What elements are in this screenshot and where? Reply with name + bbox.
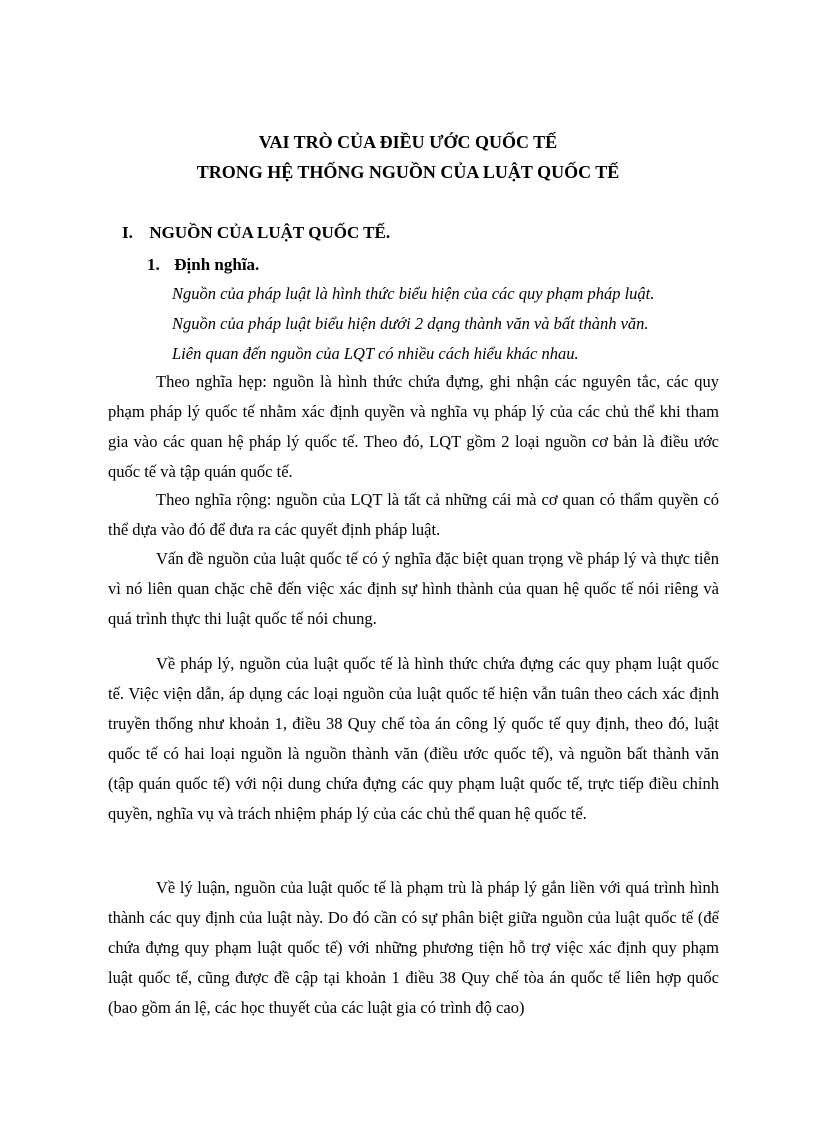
section-title: NGUỒN CỦA LUẬT QUỐC TẾ. — [149, 223, 391, 242]
subsection-number: 1. — [147, 255, 160, 274]
paragraph-importance: Vấn đề nguồn của luật quốc tế có ý nghĩa đặc biệt quan trọng về pháp lý và thực tiễn vì nó liên quan chặc chẽ đến việc xác định sự hình thành của quan hệ quốc tế nói riêng và quá trình thực thi luật quốc tế nói chung. — [108, 549, 719, 628]
paragraph-theory: Về lý luận, nguồn của luật quốc tế là phạm trù là pháp lý gắn liền với quá trình hình thành các quy định của luật này. Do đó cần có sự phân biệt giữa nguồn của luật quốc tế (để chứa đựng quy phạm luật quốc tế) với những phương tiện hỗ trợ việc xác định quy phạm luật quốc tế, cũng được đề cập tại khoản 1 điều 38 Quy chế tòa án quốc tế liên hợp quốc (bao gồm án lệ, các học thuyết của các luật gia có trình độ cao) — [108, 878, 719, 1017]
subsection-heading — [147, 254, 259, 276]
section-number: I. — [122, 223, 133, 242]
title-line-1: VAI TRÒ CỦA ĐIỀU ƯỚC QUỐC TẾ — [258, 132, 558, 152]
section-heading — [122, 222, 390, 244]
title-line-2: TRONG HỆ THỐNG NGUỒN CỦA LUẬT QUỐC TẾ — [196, 162, 620, 182]
definition-line: Nguồn của pháp luật là hình thức biểu hiện của các quy phạm pháp luật. — [172, 284, 655, 303]
paragraph-narrow-sense: Theo nghĩa hẹp: nguồn là hình thức chứa đựng, ghi nhận các nguyên tắc, các quy phạm pháp lý quốc tế nhằm xác định quyền và nghĩa vụ pháp lý của các chủ thể khi tham gia vào các quan hệ pháp lý quốc tế. Theo đó, LQT gồm 2 loại nguồn cơ bản là điều ước quốc tế và tập quán quốc tế. — [108, 372, 719, 481]
paragraph-legal: Về pháp lý, nguồn của luật quốc tế là hình thức chứa đựng các quy phạm luật quốc tế. Việc viện dẫn, áp dụng các loại nguồn của luật quốc tế hiện vẫn tuân theo cách xác định truyền thống như khoản 1, điều 38 Quy chế tòa án công lý quốc tế quy định, theo đó, luật quốc tế có hai loại nguồn là nguồn thành văn (điều ước quốc tế), và nguồn bất thành văn (tập quán quốc tế) với nội dung chứa đựng các quy phạm luật quốc tế, trực tiếp điều chỉnh quyền, nghĩa vụ và trách nhiệm pháp lý của các chủ thể quan hệ quốc tế. — [108, 654, 719, 823]
definition-line: Nguồn của pháp luật biểu hiện dưới 2 dạng thành văn và bất thành văn. — [172, 314, 649, 333]
paragraph-broad-sense: Theo nghĩa rộng: nguồn của LQT là tất cả những cái mà cơ quan có thẩm quyền có thể dựa vào đó để đưa ra các quyết định pháp luật. — [108, 490, 719, 539]
subsection-title: Định nghĩa. — [174, 255, 260, 274]
definition-line: Liên quan đến nguồn của LQT có nhiều cách hiểu khác nhau. — [172, 344, 579, 363]
